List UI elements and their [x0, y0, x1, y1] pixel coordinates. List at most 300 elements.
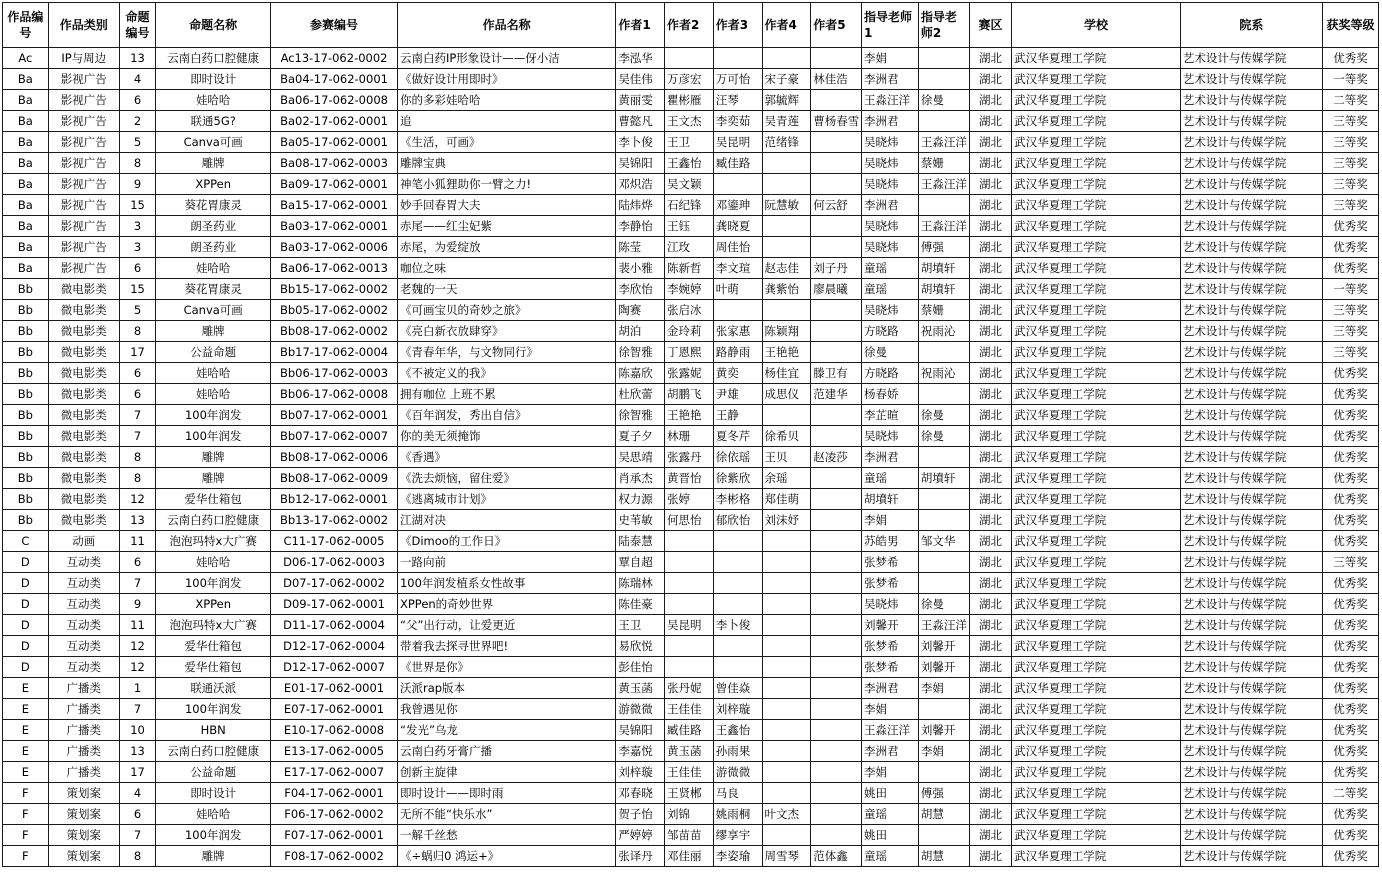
cell-category[interactable]: 策划案 [48, 783, 119, 804]
cell-topic-name[interactable]: 100年润发 [156, 573, 271, 594]
cell-school[interactable]: 武汉华夏理工学院 [1012, 636, 1181, 657]
cell-author-3[interactable]: 龚晓夏 [713, 216, 762, 237]
cell-region[interactable]: 湖北 [969, 636, 1012, 657]
cell-work-title[interactable]: 《可画宝贝的奇妙之旅》 [397, 300, 615, 321]
cell-category[interactable]: 微电影类 [48, 363, 119, 384]
cell-author-4[interactable] [762, 573, 811, 594]
cell-author-5[interactable] [811, 90, 862, 111]
cell-author-5[interactable]: 何云舒 [811, 195, 862, 216]
cell-advisor-2[interactable]: 李娟 [918, 741, 969, 762]
cell-author-5[interactable] [811, 804, 862, 825]
cell-author-3[interactable] [713, 573, 762, 594]
cell-topic-name[interactable]: 泡泡玛特x大广赛 [156, 531, 271, 552]
cell-department[interactable]: 艺术设计与传媒学院 [1180, 384, 1322, 405]
cell-author-4[interactable]: 叶文杰 [762, 804, 811, 825]
cell-author-5[interactable] [811, 531, 862, 552]
cell-region[interactable]: 湖北 [969, 321, 1012, 342]
cell-topic-id[interactable]: 6 [119, 90, 156, 111]
cell-author-1[interactable]: 黄玉菡 [616, 678, 665, 699]
cell-category[interactable]: 微电影类 [48, 279, 119, 300]
cell-work-id[interactable]: Bb [3, 279, 49, 300]
column-header-author-5[interactable]: 作者5 [811, 3, 862, 48]
cell-work-id[interactable]: F [3, 846, 49, 867]
cell-region[interactable]: 湖北 [969, 594, 1012, 615]
cell-advisor-2[interactable]: 王淼汪洋 [918, 132, 969, 153]
cell-school[interactable]: 武汉华夏理工学院 [1012, 783, 1181, 804]
cell-advisor-2[interactable]: 王淼汪洋 [918, 216, 969, 237]
cell-author-5[interactable] [811, 594, 862, 615]
column-header-advisor-2[interactable]: 指导老师2 [918, 3, 969, 48]
cell-school[interactable]: 武汉华夏理工学院 [1012, 825, 1181, 846]
cell-author-4[interactable]: 周雪琴 [762, 846, 811, 867]
cell-region[interactable]: 湖北 [969, 657, 1012, 678]
cell-topic-id[interactable]: 8 [119, 321, 156, 342]
cell-topic-id[interactable]: 12 [119, 636, 156, 657]
cell-author-3[interactable]: 周佳怡 [713, 237, 762, 258]
cell-topic-name[interactable]: 100年润发 [156, 825, 271, 846]
cell-department[interactable]: 艺术设计与传媒学院 [1180, 426, 1322, 447]
cell-author-2[interactable]: 臧佳路 [665, 720, 714, 741]
cell-topic-id[interactable]: 5 [119, 300, 156, 321]
cell-work-id[interactable]: E [3, 762, 49, 783]
cell-category[interactable]: 互动类 [48, 636, 119, 657]
cell-author-3[interactable]: 李奕茹 [713, 111, 762, 132]
cell-author-4[interactable] [762, 762, 811, 783]
cell-advisor-2[interactable]: 徐曼 [918, 426, 969, 447]
cell-region[interactable]: 湖北 [969, 300, 1012, 321]
cell-advisor-1[interactable]: 童瑶 [862, 468, 919, 489]
cell-school[interactable]: 武汉华夏理工学院 [1012, 762, 1181, 783]
cell-work-title[interactable]: 沃派rap版本 [397, 678, 615, 699]
cell-advisor-2[interactable]: 刘馨开 [918, 657, 969, 678]
cell-advisor-1[interactable]: 胡墳轩 [862, 489, 919, 510]
cell-entry-id[interactable]: Ba05-17-062-0001 [271, 132, 398, 153]
cell-award[interactable]: 优秀奖 [1323, 531, 1379, 552]
cell-entry-id[interactable]: Bb12-17-062-0001 [271, 489, 398, 510]
cell-region[interactable]: 湖北 [969, 237, 1012, 258]
cell-entry-id[interactable]: D12-17-062-0007 [271, 657, 398, 678]
cell-advisor-1[interactable]: 童瑶 [862, 846, 919, 867]
cell-author-5[interactable] [811, 615, 862, 636]
cell-work-id[interactable]: Ba [3, 258, 49, 279]
cell-award[interactable]: 优秀奖 [1323, 363, 1379, 384]
cell-award[interactable]: 二等奖 [1323, 783, 1379, 804]
cell-advisor-1[interactable]: 吴晓炜 [862, 216, 919, 237]
cell-category[interactable]: 互动类 [48, 552, 119, 573]
cell-category[interactable]: 微电影类 [48, 384, 119, 405]
cell-advisor-2[interactable]: 邹文华 [918, 531, 969, 552]
cell-topic-id[interactable]: 13 [119, 48, 156, 69]
cell-author-3[interactable]: 缪享宇 [713, 825, 762, 846]
cell-region[interactable]: 湖北 [969, 111, 1012, 132]
cell-school[interactable]: 武汉华夏理工学院 [1012, 300, 1181, 321]
cell-school[interactable]: 武汉华夏理工学院 [1012, 195, 1181, 216]
cell-advisor-2[interactable]: 徐曼 [918, 594, 969, 615]
cell-author-5[interactable] [811, 468, 862, 489]
cell-author-1[interactable]: 吴锦阳 [616, 153, 665, 174]
cell-school[interactable]: 武汉华夏理工学院 [1012, 237, 1181, 258]
cell-award[interactable]: 优秀奖 [1323, 741, 1379, 762]
cell-author-5[interactable] [811, 132, 862, 153]
cell-work-title[interactable]: 我曾遇见你 [397, 699, 615, 720]
cell-award[interactable]: 优秀奖 [1323, 426, 1379, 447]
cell-topic-id[interactable]: 6 [119, 552, 156, 573]
cell-author-3[interactable]: 徐依瑶 [713, 447, 762, 468]
cell-work-id[interactable]: Bb [3, 447, 49, 468]
cell-author-3[interactable]: 李卜俊 [713, 615, 762, 636]
column-header-department[interactable]: 院系 [1180, 3, 1322, 48]
cell-topic-id[interactable]: 6 [119, 804, 156, 825]
cell-topic-name[interactable]: 雕牌 [156, 846, 271, 867]
cell-region[interactable]: 湖北 [969, 468, 1012, 489]
cell-region[interactable]: 湖北 [969, 573, 1012, 594]
cell-author-2[interactable]: 王卫 [665, 132, 714, 153]
cell-region[interactable]: 湖北 [969, 615, 1012, 636]
cell-topic-name[interactable]: 即时设计 [156, 69, 271, 90]
cell-author-4[interactable]: 龚紫怡 [762, 279, 811, 300]
cell-author-4[interactable]: 吴青莲 [762, 111, 811, 132]
cell-entry-id[interactable]: D11-17-062-0004 [271, 615, 398, 636]
cell-entry-id[interactable]: C11-17-062-0005 [271, 531, 398, 552]
cell-topic-name[interactable]: 娃哈哈 [156, 804, 271, 825]
cell-category[interactable]: 影视广告 [48, 216, 119, 237]
cell-award[interactable]: 优秀奖 [1323, 48, 1379, 69]
cell-award[interactable]: 三等奖 [1323, 195, 1379, 216]
cell-author-2[interactable]: 王佳佳 [665, 762, 714, 783]
cell-author-4[interactable] [762, 657, 811, 678]
cell-topic-id[interactable]: 4 [119, 783, 156, 804]
cell-work-title[interactable]: 《不被定义的我》 [397, 363, 615, 384]
cell-author-5[interactable] [811, 174, 862, 195]
cell-region[interactable]: 湖北 [969, 447, 1012, 468]
cell-author-3[interactable] [713, 300, 762, 321]
cell-author-5[interactable] [811, 510, 862, 531]
cell-author-5[interactable] [811, 678, 862, 699]
cell-category[interactable]: 微电影类 [48, 489, 119, 510]
cell-advisor-1[interactable]: 李娟 [862, 699, 919, 720]
cell-work-id[interactable]: Bb [3, 342, 49, 363]
cell-author-1[interactable]: 权力源 [616, 489, 665, 510]
cell-author-4[interactable] [762, 594, 811, 615]
cell-topic-id[interactable]: 17 [119, 762, 156, 783]
cell-department[interactable]: 艺术设计与传媒学院 [1180, 447, 1322, 468]
cell-school[interactable]: 武汉华夏理工学院 [1012, 153, 1181, 174]
cell-advisor-1[interactable]: 童瑶 [862, 279, 919, 300]
cell-work-id[interactable]: Ba [3, 237, 49, 258]
cell-region[interactable]: 湖北 [969, 783, 1012, 804]
cell-school[interactable]: 武汉华夏理工学院 [1012, 279, 1181, 300]
cell-author-3[interactable] [713, 594, 762, 615]
cell-author-3[interactable]: 叶萌 [713, 279, 762, 300]
cell-entry-id[interactable]: E17-17-062-0007 [271, 762, 398, 783]
cell-entry-id[interactable]: F06-17-062-0002 [271, 804, 398, 825]
cell-award[interactable]: 优秀奖 [1323, 258, 1379, 279]
cell-topic-name[interactable]: 爱华仕箱包 [156, 636, 271, 657]
cell-advisor-2[interactable] [918, 69, 969, 90]
cell-region[interactable]: 湖北 [969, 153, 1012, 174]
cell-entry-id[interactable]: Bb05-17-062-0002 [271, 300, 398, 321]
cell-author-2[interactable]: 王佳佳 [665, 699, 714, 720]
cell-advisor-1[interactable]: 吴晓炜 [862, 426, 919, 447]
cell-topic-id[interactable]: 3 [119, 216, 156, 237]
cell-work-title[interactable]: 妙手回春胃大夫 [397, 195, 615, 216]
cell-region[interactable]: 湖北 [969, 342, 1012, 363]
cell-work-id[interactable]: F [3, 783, 49, 804]
cell-author-5[interactable] [811, 426, 862, 447]
cell-category[interactable]: 影视广告 [48, 153, 119, 174]
cell-author-4[interactable]: 徐希贝 [762, 426, 811, 447]
cell-entry-id[interactable]: Ba02-17-062-0001 [271, 111, 398, 132]
cell-work-id[interactable]: Ba [3, 69, 49, 90]
cell-entry-id[interactable]: Ba06-17-062-0013 [271, 258, 398, 279]
cell-advisor-1[interactable]: 吴晓炜 [862, 153, 919, 174]
cell-work-id[interactable]: Bb [3, 426, 49, 447]
cell-author-4[interactable] [762, 636, 811, 657]
cell-topic-id[interactable]: 7 [119, 405, 156, 426]
cell-advisor-1[interactable]: 方晓路 [862, 321, 919, 342]
cell-advisor-2[interactable] [918, 489, 969, 510]
cell-author-2[interactable]: 吴昆明 [665, 615, 714, 636]
cell-topic-id[interactable]: 17 [119, 342, 156, 363]
cell-work-title[interactable]: “父”出行动，让爱更近 [397, 615, 615, 636]
cell-department[interactable]: 艺术设计与传媒学院 [1180, 720, 1322, 741]
cell-topic-id[interactable]: 13 [119, 741, 156, 762]
cell-advisor-1[interactable]: 张梦希 [862, 657, 919, 678]
cell-category[interactable]: 互动类 [48, 615, 119, 636]
cell-author-1[interactable]: 李卜俊 [616, 132, 665, 153]
cell-author-1[interactable]: 曹懿凡 [616, 111, 665, 132]
cell-work-title[interactable]: 神笔小狐狸助你一臂之力! [397, 174, 615, 195]
cell-category[interactable]: 影视广告 [48, 174, 119, 195]
cell-advisor-1[interactable]: 王淼汪洋 [862, 720, 919, 741]
cell-author-4[interactable]: 余瑶 [762, 468, 811, 489]
cell-topic-id[interactable]: 5 [119, 132, 156, 153]
cell-entry-id[interactable]: Bb15-17-062-0002 [271, 279, 398, 300]
cell-school[interactable]: 武汉华夏理工学院 [1012, 321, 1181, 342]
cell-work-id[interactable]: Ac [3, 48, 49, 69]
cell-topic-name[interactable]: 爱华仕箱包 [156, 489, 271, 510]
cell-region[interactable]: 湖北 [969, 195, 1012, 216]
cell-advisor-2[interactable] [918, 552, 969, 573]
cell-author-3[interactable] [713, 657, 762, 678]
cell-entry-id[interactable]: Bb06-17-062-0003 [271, 363, 398, 384]
cell-topic-name[interactable]: 娃哈哈 [156, 258, 271, 279]
cell-author-3[interactable]: 曾佳焱 [713, 678, 762, 699]
cell-topic-name[interactable]: HBN [156, 720, 271, 741]
cell-work-id[interactable]: Bb [3, 489, 49, 510]
cell-entry-id[interactable]: Ba04-17-062-0001 [271, 69, 398, 90]
cell-author-1[interactable]: 李欣怡 [616, 279, 665, 300]
cell-school[interactable]: 武汉华夏理工学院 [1012, 510, 1181, 531]
cell-author-3[interactable]: 李文瑄 [713, 258, 762, 279]
cell-author-2[interactable]: 王鑫怡 [665, 153, 714, 174]
cell-topic-name[interactable]: 公益命题 [156, 342, 271, 363]
cell-topic-name[interactable]: 联通沃派 [156, 678, 271, 699]
cell-school[interactable]: 武汉华夏理工学院 [1012, 804, 1181, 825]
cell-category[interactable]: 微电影类 [48, 405, 119, 426]
cell-work-id[interactable]: Bb [3, 510, 49, 531]
cell-author-1[interactable]: 杜欣蕾 [616, 384, 665, 405]
cell-author-1[interactable]: 易欣悦 [616, 636, 665, 657]
cell-author-1[interactable]: 张译丹 [616, 846, 665, 867]
cell-advisor-2[interactable] [918, 384, 969, 405]
cell-author-4[interactable] [762, 216, 811, 237]
cell-topic-id[interactable]: 7 [119, 426, 156, 447]
cell-topic-id[interactable]: 7 [119, 573, 156, 594]
cell-region[interactable]: 湖北 [969, 363, 1012, 384]
cell-author-4[interactable] [762, 825, 811, 846]
cell-department[interactable]: 艺术设计与传媒学院 [1180, 258, 1322, 279]
cell-school[interactable]: 武汉华夏理工学院 [1012, 447, 1181, 468]
cell-department[interactable]: 艺术设计与传媒学院 [1180, 321, 1322, 342]
cell-department[interactable]: 艺术设计与传媒学院 [1180, 132, 1322, 153]
cell-award[interactable]: 优秀奖 [1323, 846, 1379, 867]
cell-advisor-2[interactable] [918, 342, 969, 363]
cell-author-2[interactable]: 张露丹 [665, 447, 714, 468]
cell-award[interactable]: 优秀奖 [1323, 720, 1379, 741]
cell-department[interactable]: 艺术设计与传媒学院 [1180, 783, 1322, 804]
cell-region[interactable]: 湖北 [969, 384, 1012, 405]
cell-author-4[interactable]: 赵志佳 [762, 258, 811, 279]
cell-author-3[interactable]: 尹雄 [713, 384, 762, 405]
cell-topic-id[interactable]: 15 [119, 195, 156, 216]
cell-award[interactable]: 一等奖 [1323, 69, 1379, 90]
cell-author-4[interactable]: 成思仪 [762, 384, 811, 405]
cell-school[interactable]: 武汉华夏理工学院 [1012, 426, 1181, 447]
cell-work-id[interactable]: F [3, 825, 49, 846]
cell-topic-id[interactable]: 11 [119, 615, 156, 636]
cell-school[interactable]: 武汉华夏理工学院 [1012, 573, 1181, 594]
cell-advisor-1[interactable]: 李娟 [862, 48, 919, 69]
cell-advisor-2[interactable]: 徐曼 [918, 405, 969, 426]
cell-author-1[interactable]: 李嘉悦 [616, 741, 665, 762]
cell-region[interactable]: 湖北 [969, 48, 1012, 69]
cell-department[interactable]: 艺术设计与传媒学院 [1180, 342, 1322, 363]
cell-topic-id[interactable]: 6 [119, 258, 156, 279]
cell-author-1[interactable]: 夏子夕 [616, 426, 665, 447]
cell-author-5[interactable] [811, 405, 862, 426]
cell-region[interactable]: 湖北 [969, 804, 1012, 825]
cell-department[interactable]: 艺术设计与传媒学院 [1180, 363, 1322, 384]
cell-author-2[interactable] [665, 636, 714, 657]
cell-region[interactable]: 湖北 [969, 741, 1012, 762]
cell-category[interactable]: 影视广告 [48, 69, 119, 90]
cell-school[interactable]: 武汉华夏理工学院 [1012, 594, 1181, 615]
cell-entry-id[interactable]: D09-17-062-0001 [271, 594, 398, 615]
cell-advisor-1[interactable]: 李洲君 [862, 741, 919, 762]
cell-department[interactable]: 艺术设计与传媒学院 [1180, 510, 1322, 531]
cell-region[interactable]: 湖北 [969, 825, 1012, 846]
cell-author-2[interactable]: 王艳艳 [665, 405, 714, 426]
cell-entry-id[interactable]: Bb17-17-062-0004 [271, 342, 398, 363]
cell-award[interactable]: 优秀奖 [1323, 573, 1379, 594]
cell-advisor-1[interactable]: 姚田 [862, 825, 919, 846]
cell-advisor-1[interactable]: 吴晓炜 [862, 132, 919, 153]
cell-author-3[interactable]: 邓鎏珅 [713, 195, 762, 216]
cell-region[interactable]: 湖北 [969, 678, 1012, 699]
cell-work-title[interactable]: 即时设计——即时雨 [397, 783, 615, 804]
cell-school[interactable]: 武汉华夏理工学院 [1012, 69, 1181, 90]
cell-department[interactable]: 艺术设计与传媒学院 [1180, 699, 1322, 720]
cell-work-id[interactable]: Bb [3, 363, 49, 384]
cell-department[interactable]: 艺术设计与传媒学院 [1180, 741, 1322, 762]
column-header-work-id[interactable]: 作品编号 [3, 3, 49, 48]
cell-work-id[interactable]: Ba [3, 195, 49, 216]
cell-region[interactable]: 湖北 [969, 762, 1012, 783]
cell-author-2[interactable]: 张婷 [665, 489, 714, 510]
cell-topic-id[interactable]: 8 [119, 153, 156, 174]
cell-award[interactable]: 优秀奖 [1323, 699, 1379, 720]
cell-author-3[interactable]: 姚雨桐 [713, 804, 762, 825]
cell-topic-name[interactable]: XPPen [156, 174, 271, 195]
cell-author-2[interactable]: 张启冰 [665, 300, 714, 321]
cell-topic-id[interactable]: 15 [119, 279, 156, 300]
cell-topic-name[interactable]: 公益命题 [156, 762, 271, 783]
cell-author-2[interactable] [665, 48, 714, 69]
cell-author-5[interactable]: 曹杨春雪 [811, 111, 862, 132]
cell-advisor-1[interactable]: 李洲君 [862, 447, 919, 468]
cell-department[interactable]: 艺术设计与传媒学院 [1180, 48, 1322, 69]
cell-author-1[interactable]: 王卫 [616, 615, 665, 636]
cell-department[interactable]: 艺术设计与传媒学院 [1180, 69, 1322, 90]
cell-region[interactable]: 湖北 [969, 699, 1012, 720]
cell-author-3[interactable] [713, 531, 762, 552]
cell-author-3[interactable]: 孙雨果 [713, 741, 762, 762]
cell-work-id[interactable]: Ba [3, 216, 49, 237]
cell-advisor-1[interactable]: 李洲君 [862, 111, 919, 132]
cell-topic-id[interactable]: 2 [119, 111, 156, 132]
cell-category[interactable]: 影视广告 [48, 237, 119, 258]
cell-entry-id[interactable]: Ba09-17-062-0001 [271, 174, 398, 195]
column-header-author-2[interactable]: 作者2 [665, 3, 714, 48]
cell-school[interactable]: 武汉华夏理工学院 [1012, 489, 1181, 510]
cell-work-id[interactable]: Ba [3, 111, 49, 132]
cell-category[interactable]: 微电影类 [48, 342, 119, 363]
cell-region[interactable]: 湖北 [969, 510, 1012, 531]
cell-advisor-1[interactable]: 李洲君 [862, 195, 919, 216]
cell-author-5[interactable] [811, 48, 862, 69]
cell-topic-name[interactable]: 娃哈哈 [156, 363, 271, 384]
cell-author-5[interactable]: 廖晨曦 [811, 279, 862, 300]
cell-work-title[interactable]: XPPen的奇妙世界 [397, 594, 615, 615]
cell-author-4[interactable] [762, 552, 811, 573]
cell-advisor-1[interactable]: 童瑶 [862, 258, 919, 279]
column-header-entry-id[interactable]: 参赛编号 [271, 3, 398, 48]
cell-topic-id[interactable]: 7 [119, 825, 156, 846]
cell-entry-id[interactable]: F07-17-062-0001 [271, 825, 398, 846]
cell-work-title[interactable]: 赤尾，为爱绽放 [397, 237, 615, 258]
cell-category[interactable]: 影视广告 [48, 90, 119, 111]
cell-advisor-1[interactable]: 张梦希 [862, 573, 919, 594]
cell-work-id[interactable]: D [3, 573, 49, 594]
cell-author-3[interactable]: 张家惠 [713, 321, 762, 342]
cell-author-2[interactable]: 万彦宏 [665, 69, 714, 90]
cell-entry-id[interactable]: Bb08-17-062-0002 [271, 321, 398, 342]
cell-category[interactable]: 微电影类 [48, 426, 119, 447]
cell-topic-name[interactable]: Canva可画 [156, 300, 271, 321]
cell-department[interactable]: 艺术设计与传媒学院 [1180, 153, 1322, 174]
cell-author-2[interactable]: 张露妮 [665, 363, 714, 384]
cell-region[interactable]: 湖北 [969, 279, 1012, 300]
cell-author-1[interactable]: 陆炜烨 [616, 195, 665, 216]
cell-region[interactable]: 湖北 [969, 132, 1012, 153]
cell-work-title[interactable]: 雕牌宝典 [397, 153, 615, 174]
cell-entry-id[interactable]: Ba03-17-062-0006 [271, 237, 398, 258]
cell-department[interactable]: 艺术设计与传媒学院 [1180, 825, 1322, 846]
cell-topic-name[interactable]: 100年润发 [156, 405, 271, 426]
cell-advisor-2[interactable] [918, 825, 969, 846]
cell-author-5[interactable]: 刘子丹 [811, 258, 862, 279]
